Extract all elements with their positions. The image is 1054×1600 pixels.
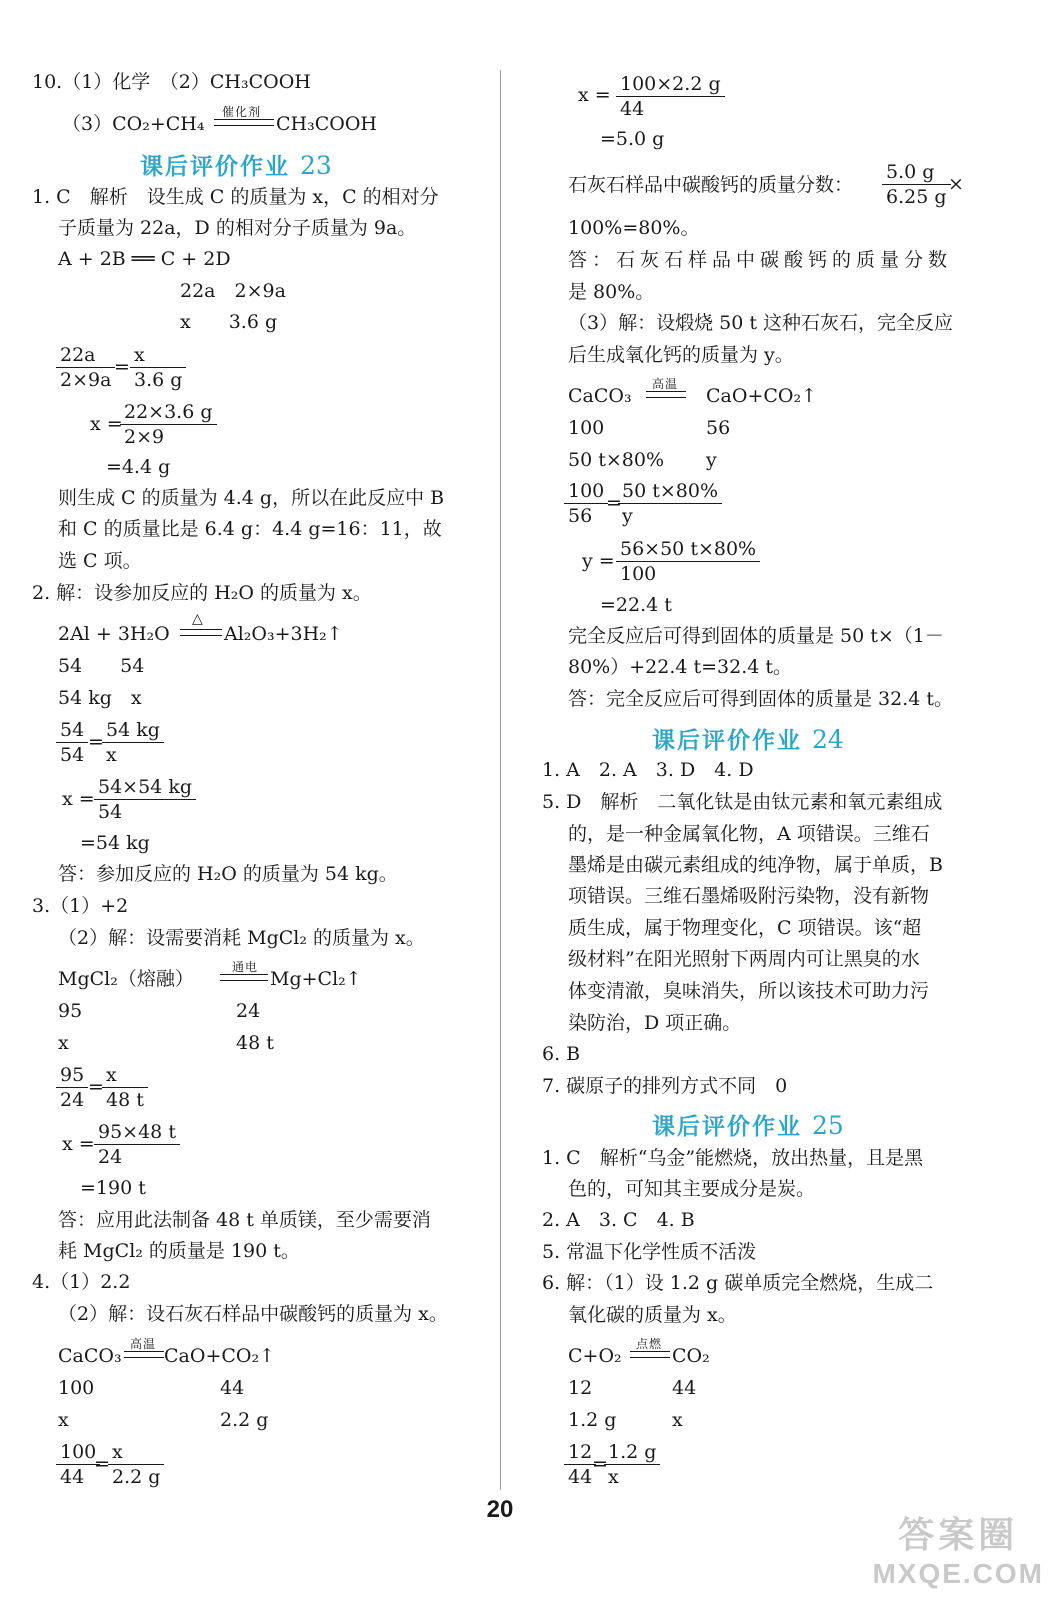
q4-part1: 4.（1）2.2 <box>32 1271 131 1293</box>
q1-fraction-right <box>130 343 186 392</box>
q3-x-num: 95×48 t <box>94 1120 180 1145</box>
r-q4-pct-num: 5.0 g <box>882 160 951 185</box>
r-q4-3-row2a: 50 t×80% <box>568 449 665 471</box>
s25-q6-frac-num: 12 <box>564 1440 596 1465</box>
q1-x-lhs: x = <box>90 413 123 435</box>
s25-q2-4: 2. A 3. C 4. B <box>542 1209 695 1231</box>
q2-line1: 2. 解：设参加反应的 H₂O 的质量为 x。 <box>32 582 372 604</box>
q3-fraction-left <box>56 1063 88 1112</box>
s24-q5-line3: 墨烯是由碳元素组成的纯净物，属于单质，B <box>568 854 943 876</box>
s25-q6-equals <box>630 1351 670 1358</box>
s25-q6-frac-rhs-den: x <box>608 1466 619 1488</box>
q1-frac-rhs-num: x <box>130 343 186 368</box>
q4-frac-rhs-den: 2.2 g <box>112 1466 161 1488</box>
q3-part1: 3.（1）+2 <box>32 895 129 917</box>
q3-frac-rhs-num: x <box>102 1063 148 1088</box>
s25-q6-row1b: 44 <box>672 1377 697 1399</box>
s25-q6-frac-den: 44 <box>568 1466 593 1488</box>
q2-result: =54 kg <box>80 832 150 854</box>
r-q4-pct-den: 6.25 g <box>886 186 947 208</box>
q1-x-fraction <box>120 400 217 449</box>
q4-row1a: 100 <box>58 1377 95 1399</box>
r-q4-3-y-den: 100 <box>620 563 657 585</box>
q4-frac-num: 100 <box>56 1440 100 1465</box>
q4-frac-den: 44 <box>60 1466 85 1488</box>
s25-q6-line2: 氧化碳的质量为 x。 <box>568 1304 737 1326</box>
r-q4-3-answer: 答：完全反应后可得到固体的质量是 32.4 t。 <box>568 688 954 710</box>
section-25-label: 课后评价作业 <box>652 1113 802 1140</box>
q1-frac-num: 22a <box>56 343 115 368</box>
q3-eq-post: Mg+Cl₂↑ <box>270 968 362 990</box>
q3-answer2: 耗 MgCl₂ 的质量是 190 t。 <box>58 1240 300 1262</box>
r-q4-frac-text: 石灰石样品中碳酸钙的质量分数： <box>568 174 854 196</box>
q3-frac-den: 24 <box>60 1089 85 1111</box>
section-23-label: 课后评价作业 <box>140 153 290 180</box>
s25-q6-eq-post: CO₂ <box>672 1345 710 1367</box>
s25-q6-condition: 点燃 <box>636 1337 663 1351</box>
s25-q5: 5. 常温下化学性质不活泼 <box>542 1241 757 1263</box>
s25-q6-row2a: 1.2 g <box>568 1409 617 1431</box>
section-25-number: 25 <box>812 1111 844 1140</box>
r-q4-times: × <box>948 173 964 195</box>
section-24-number: 24 <box>812 725 844 754</box>
q1-equals-sign: = <box>114 356 130 378</box>
s24-q5-line8: 染防治，D 项正确。 <box>568 1012 742 1034</box>
s25-q6-row1a: 12 <box>568 1377 593 1399</box>
q4-part2: （2）解：设石灰石样品中碳酸钙的质量为 x。 <box>58 1303 448 1325</box>
q4-frac-rhs-num: x <box>108 1440 164 1465</box>
r-q4-3-row1a: 100 <box>568 417 605 439</box>
q2-x-lhs: x = <box>62 788 95 810</box>
section-25-title <box>652 1108 844 1141</box>
q1-fraction-left <box>56 343 115 392</box>
watermark <box>872 1507 1044 1590</box>
q2-frac-num: 54 <box>56 718 88 743</box>
r-q4-3-y-lhs: y = <box>582 550 615 572</box>
q2-eq-post: Al₂O₃+3H₂↑ <box>224 623 343 645</box>
s25-q6-row2b: x <box>672 1409 683 1431</box>
r-q4-3-frac-rhs-num: 50 t×80% <box>618 479 722 504</box>
q2-equals <box>180 629 222 636</box>
r-q4-3-frac-rhs-den: y <box>622 505 633 527</box>
watermark-top: 答案圈 <box>898 1514 1019 1555</box>
q2-fraction-left <box>56 718 88 767</box>
q1-row1: 22a 2×9a <box>180 280 286 302</box>
q2-x-fraction <box>94 775 196 824</box>
r-q4-3-row2b: y <box>706 449 717 471</box>
q3-part2: （2）解：设需要消耗 MgCl₂ 的质量为 x。 <box>58 927 425 949</box>
r-q4-3-y-fraction <box>616 537 760 586</box>
q2-frac-rhs-num: 54 kg <box>102 718 164 743</box>
q1-conclusion2: 和 C 的质量比是 6.4 g：4.4 g=16：11，故 <box>58 518 442 540</box>
q2-frac-rhs-den: x <box>106 744 117 766</box>
s25-q6-equals-sign: = <box>592 1453 608 1475</box>
s24-q5-line7: 体变清澈，臭味消失，所以该技术可助力污 <box>568 980 930 1002</box>
q1-conclusion3: 选 C 项。 <box>58 550 142 572</box>
r-q4-3-equals <box>646 391 686 398</box>
r-q4-3-conclusion1: 完全反应后可得到固体的质量是 50 t×（1－ <box>568 625 944 647</box>
r-q4-percent-fraction <box>882 160 951 209</box>
r-q4-pct-result: 100%=80%。 <box>568 217 700 239</box>
s24-q5-line5: 质生成，属于物理变化，C 项错误。该“超 <box>568 917 922 939</box>
q1-conclusion1: 则生成 C 的质量为 4.4 g，所以在此反应中 B <box>58 487 445 509</box>
s25-q6-fraction-right <box>604 1440 660 1489</box>
q1-line1: 1. C 解析 设生成 C 的质量为 x，C 的相对分 <box>32 186 439 208</box>
q4-condition: 高温 <box>130 1337 157 1351</box>
s24-q7: 7. 碳原子的排列方式不同 0 <box>542 1075 788 1097</box>
q4-row2b: 2.2 g <box>220 1409 269 1431</box>
s25-q6-eq-pre: C+O₂ <box>568 1345 622 1367</box>
q3-row1a: 95 <box>58 1000 83 1022</box>
s25-q6-frac-rhs-num: 1.2 g <box>604 1440 660 1465</box>
r-q4-3-frac-den: 56 <box>568 505 593 527</box>
watermark-bottom: MXQE.COM <box>872 1558 1044 1589</box>
q3-x-den: 24 <box>98 1146 123 1168</box>
q2-fraction-right <box>102 718 164 767</box>
s24-q5-line1: 5. D 解析 二氧化钛是由钛元素和氧元素组成 <box>542 791 943 813</box>
r-q4-3-frac-num: 100 <box>564 479 608 504</box>
q3-x-lhs: x = <box>62 1133 95 1155</box>
section-24-label: 课后评价作业 <box>652 727 802 754</box>
q4-row1b: 44 <box>220 1377 245 1399</box>
s25-q1-line1: 1. C 解析“乌金”能燃烧，放出热量，且是黑 <box>542 1147 924 1169</box>
q10-condition: 催化剂 <box>222 105 262 119</box>
q3-equals-sign: = <box>88 1076 104 1098</box>
q2-condition: △ <box>192 611 204 627</box>
q4-equals-sign: = <box>94 1453 110 1475</box>
r-q4-3-row1b: 56 <box>706 417 731 439</box>
q10-equals <box>214 119 274 126</box>
q2-frac-den: 54 <box>60 744 85 766</box>
r-q4-3-eq-pre: CaCO₃ <box>568 385 632 407</box>
s24-q1-4: 1. A 2. A 3. D 4. D <box>542 759 754 781</box>
s25-q6-line1: 6. 解：（1）设 1.2 g 碳单质完全燃烧，生成二 <box>542 1272 934 1294</box>
r-q4-answer2: 是 80%。 <box>568 281 655 303</box>
r-q4-3-conclusion2: 80%）+22.4 t=32.4 t。 <box>568 656 793 678</box>
r-q4-3-fraction-right <box>618 479 722 528</box>
q2-x-den: 54 <box>98 801 123 823</box>
q3-result: =190 t <box>80 1177 146 1199</box>
q2-row2: 54 kg x <box>58 687 142 709</box>
q2-eq-pre: 2Al + 3H₂O <box>58 623 170 645</box>
q1-equation: A + 2B ══ C + 2D <box>58 248 231 270</box>
q1-row2: x 3.6 g <box>180 311 278 333</box>
q4-fraction-right <box>108 1440 164 1489</box>
section-23-number: 23 <box>300 151 332 180</box>
q3-answer1: 答：应用此法制备 48 t 单质镁，至少需要消 <box>58 1209 431 1231</box>
q3-x-fraction <box>94 1120 180 1169</box>
q3-row2b: 48 t <box>236 1032 274 1054</box>
r-q4-3-condition: 高温 <box>652 377 679 391</box>
q1-result: =4.4 g <box>106 456 171 478</box>
q3-eq-pre: MgCl₂（熔融） <box>58 968 194 990</box>
q3-condition: 通电 <box>232 960 259 974</box>
r-q4-x-num: 100×2.2 g <box>616 72 725 97</box>
q1-x-den: 2×9 <box>124 426 165 448</box>
s24-q5-line6: 级材料”在阳光照射下两周内可让黑臭的水 <box>568 948 920 970</box>
r-q4-3-result: =22.4 t <box>600 594 672 616</box>
s24-q5-line4: 项错误。三维石墨烯吸附污染物，没有新物 <box>568 885 930 907</box>
q3-frac-rhs-den: 48 t <box>106 1089 144 1111</box>
q2-row1: 54 54 <box>58 655 145 677</box>
r-q4-result: =5.0 g <box>600 128 665 150</box>
r-q4-x-den: 44 <box>620 98 645 120</box>
s25-q1-line2: 色的，可知其主要成分是炭。 <box>568 1178 816 1200</box>
q4-equals <box>124 1351 164 1358</box>
q4-eq-post: CaO+CO₂↑ <box>164 1345 276 1367</box>
section-23-title <box>140 148 332 181</box>
q1-frac-rhs-den: 3.6 g <box>134 369 183 391</box>
q2-x-num: 54×54 kg <box>94 775 196 800</box>
r-q4-answer1: 答：石灰石样品中碳酸钙的质量分数 <box>568 249 953 271</box>
r-q4-3-line1: （3）解：设煅烧 50 t 这种石灰石，完全反应 <box>568 312 954 334</box>
section-24-title <box>652 722 844 755</box>
q10-line2-pre: （3）CO₂+CH₄ <box>62 113 205 135</box>
q3-equals <box>220 974 268 981</box>
page-number: 20 <box>486 1496 514 1523</box>
s24-q6: 6. B <box>542 1043 581 1065</box>
column-divider <box>500 70 501 1490</box>
r-q4-x-lhs: x = <box>578 84 611 106</box>
q10-line2-post: CH₃COOH <box>276 113 377 135</box>
r-q4-3-fraction-left <box>564 479 608 528</box>
q2-answer: 答：参加反应的 H₂O 的质量为 54 kg。 <box>58 863 398 885</box>
q3-row2a: x <box>58 1032 69 1054</box>
q3-frac-num: 95 <box>56 1063 88 1088</box>
s24-q5-line2: 的，是一种金属氧化物，A 项错误。三维石 <box>568 823 930 845</box>
q1-line2: 子质量为 22a，D 的相对分子质量为 9a。 <box>58 217 417 239</box>
q3-row1b: 24 <box>236 1000 261 1022</box>
q1-frac-den: 2×9a <box>60 369 112 391</box>
r-q4-3-eq-post: CaO+CO₂↑ <box>706 385 818 407</box>
q10-line1: 10.（1）化学 （2）CH₃COOH <box>32 71 311 93</box>
r-q4-x-fraction <box>616 72 725 121</box>
q2-equals-sign: = <box>88 731 104 753</box>
r-q4-3-y-num: 56×50 t×80% <box>616 537 760 562</box>
r-q4-3-line2: 后生成氧化钙的质量为 y。 <box>568 344 794 366</box>
q4-eq-pre: CaCO₃ <box>58 1345 122 1367</box>
q1-x-num: 22×3.6 g <box>120 400 217 425</box>
q3-fraction-right <box>102 1063 148 1112</box>
q4-row2a: x <box>58 1409 69 1431</box>
r-q4-3-equals-sign: = <box>606 492 622 514</box>
